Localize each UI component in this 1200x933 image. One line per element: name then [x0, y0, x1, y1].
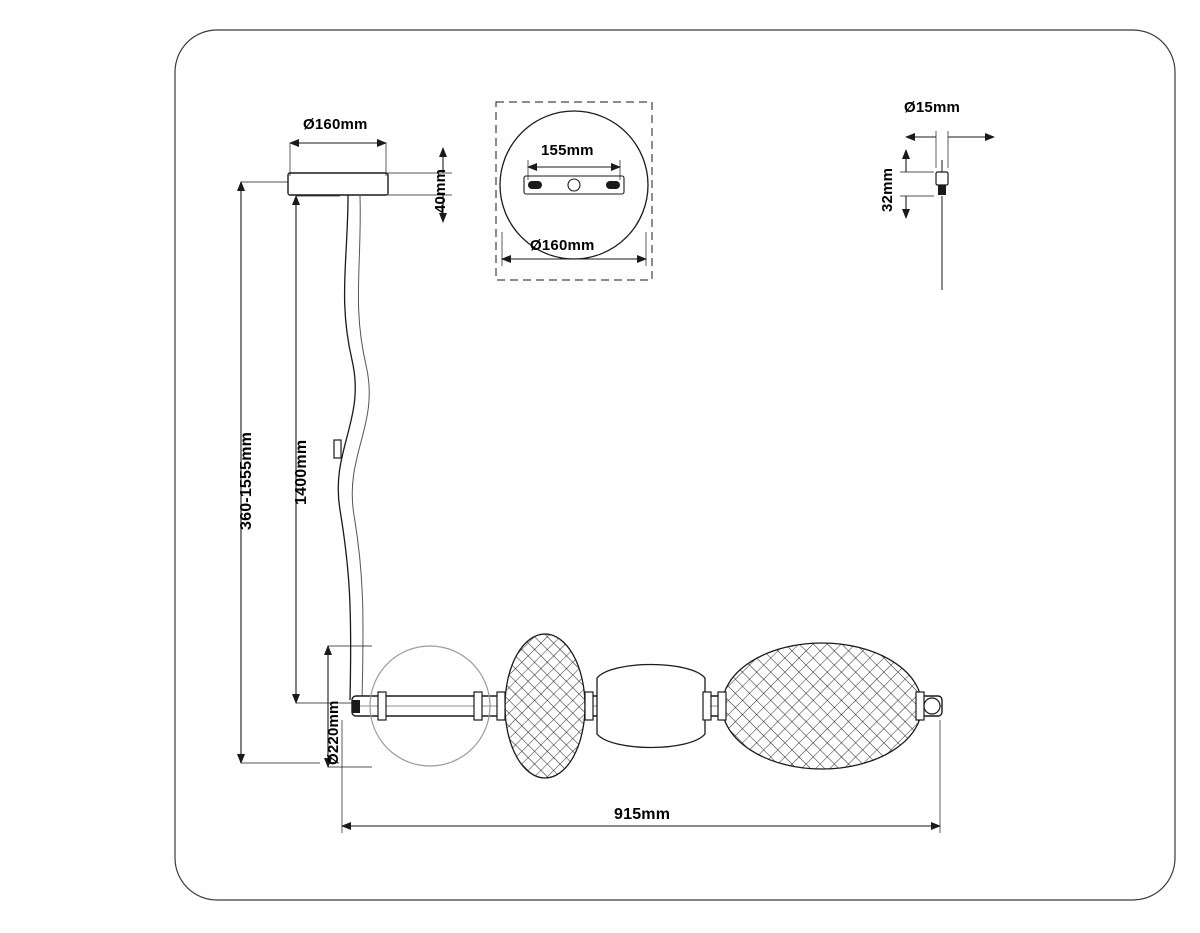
label-fixing-diameter: Ø15mm	[904, 99, 961, 116]
label-shade-diameter: Ø220mm	[325, 700, 342, 765]
shade-sphere-collar-right	[474, 692, 482, 720]
ceiling-plate-slot-left	[528, 181, 542, 189]
dimension-fixing-height	[900, 150, 934, 218]
label-overall-width: 915mm	[614, 806, 671, 823]
dimension-canopy-diameter	[290, 143, 386, 176]
lamp-bar-right-end	[924, 698, 940, 714]
shade-sphere-collar-left	[378, 692, 386, 720]
label-canopy-height: 40mm	[432, 168, 449, 213]
ceiling-plate-slot-right	[606, 181, 620, 189]
shade-mesh-collar-left	[497, 692, 505, 720]
drawing-frame	[175, 30, 1175, 900]
shade-mesh-collar-right	[585, 692, 593, 720]
fixing-tip	[938, 185, 946, 195]
shade-mesh-ellipse	[505, 634, 585, 778]
canopy-body	[288, 173, 388, 195]
label-base-plate-diameter: Ø160mm	[530, 237, 595, 254]
lamp-bar-left-cap	[352, 700, 360, 713]
label-fixing-height: 32mm	[879, 167, 896, 212]
dimension-fixing-diameter	[906, 131, 994, 168]
shade-large-collar-right	[916, 692, 924, 720]
suspension-cable-right	[352, 195, 369, 702]
front-elevation-view	[288, 173, 942, 778]
shade-large-mesh-oval	[722, 643, 922, 769]
shade-barrel	[597, 665, 705, 748]
cable-clip	[334, 440, 341, 458]
fixing-body	[936, 172, 948, 185]
label-cable-length: 1400mm	[293, 439, 310, 505]
label-canopy-diameter: Ø160mm	[303, 116, 368, 133]
label-total-drop: 360-1555mm	[238, 431, 255, 530]
label-mount-hole-spacing: 155mm	[541, 142, 594, 159]
ceiling-plate-center-hole	[568, 179, 580, 191]
cable-fixing-detail-view	[900, 131, 994, 290]
shade-large-collar-left	[718, 692, 726, 720]
shade-barrel-collar-right	[703, 692, 711, 720]
